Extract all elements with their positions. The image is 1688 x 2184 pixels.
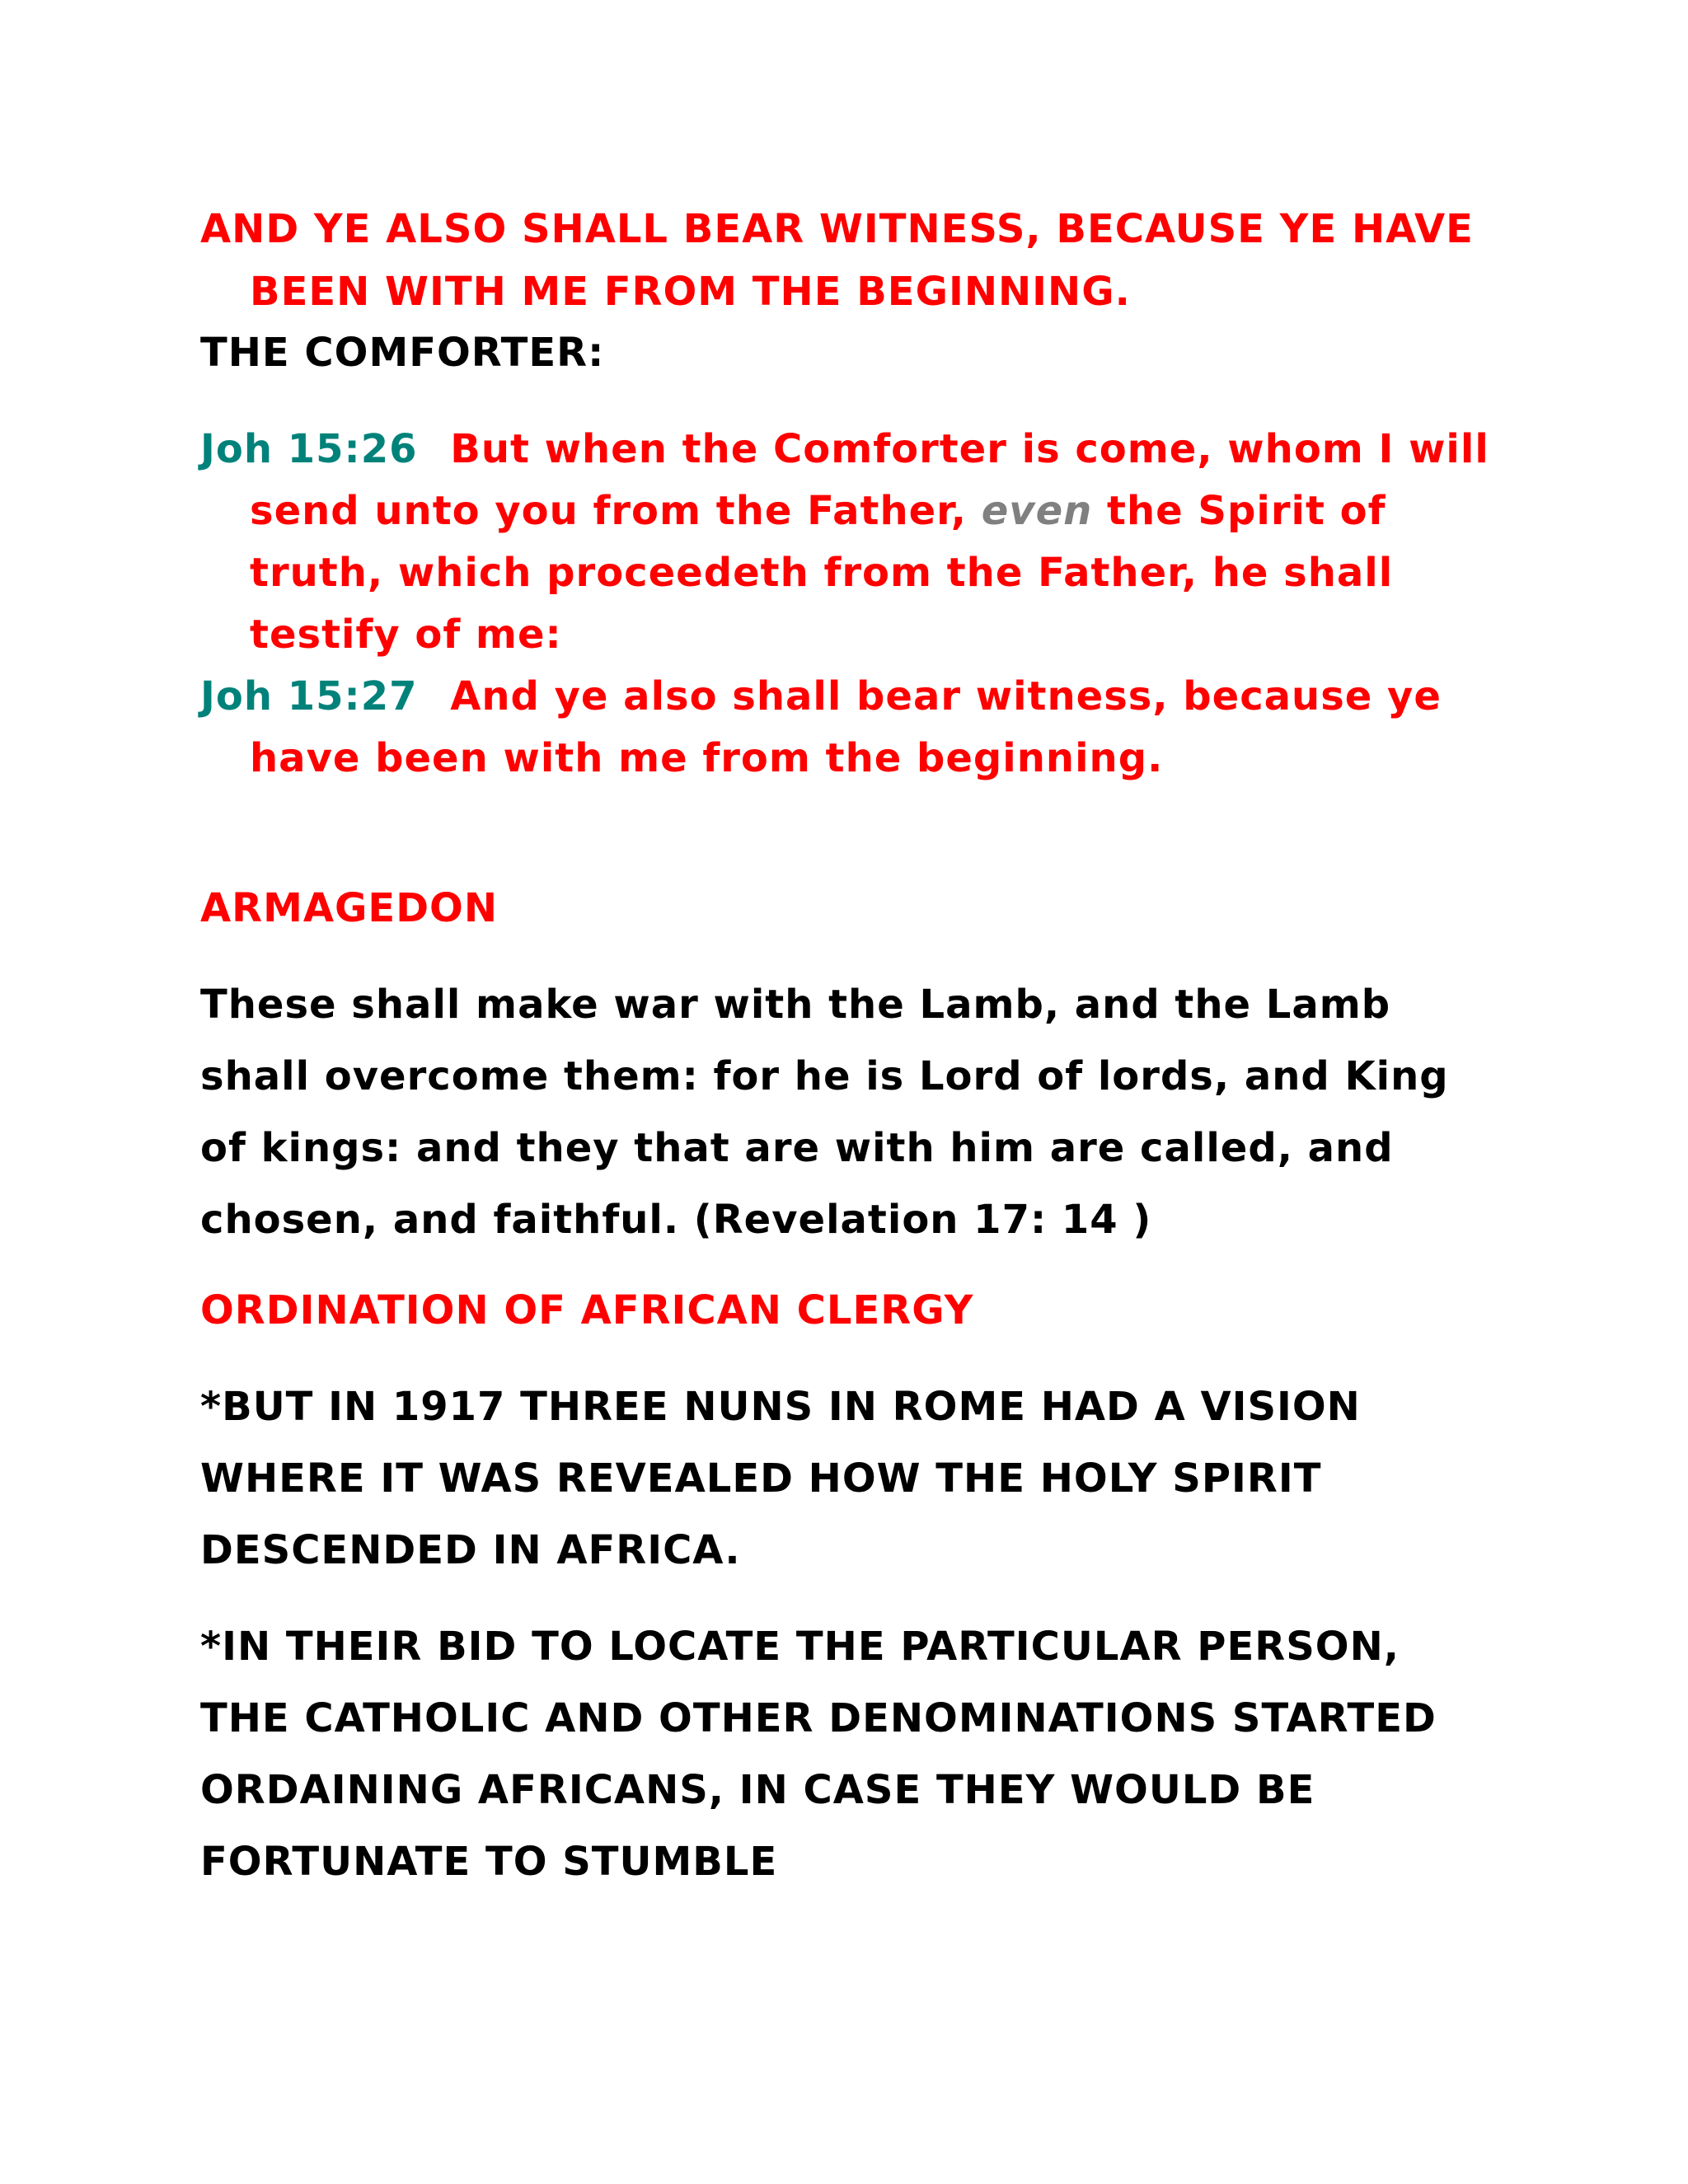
- verse-text: And ye also shall bear witness, because ye have been with me from the beginning.: [250, 673, 1442, 781]
- ordination-title: ORDINATION OF AFRICAN CLERGY: [200, 1287, 974, 1333]
- armagedon-title: ARMAGEDON: [200, 885, 499, 931]
- verse-reference: Joh 15:26: [200, 426, 418, 472]
- document-page: [200, 198, 1503, 1898]
- armagedon-text: These shall make war with the Lamb, and the Lamb shall overcome them: for he is Lord of lords, and King of kings: and they that are with him are called, and chosen, and faithful. (Revelation 17: 14 ): [200, 982, 1449, 1243]
- verse-reference: Joh 15:27: [200, 673, 418, 719]
- ordination-paragraph: *IN THEIR BID TO LOCATE THE PARTICULAR PERSON, THE CATHOLIC AND OTHER DENOMINATIONS STARTED ORDAINING AFRICANS, IN CASE THEY WOULD BE FORTUNATE TO STUMBLE: [200, 1624, 1437, 1885]
- heading-top: AND YE ALSO SHALL BEAR WITNESS, BECAUSE YE HAVE BEEN WITH ME FROM THE BEGINNING.: [200, 206, 1474, 315]
- verse-text: But when the Comforter is come, whom I will send unto you from the Father,: [250, 426, 1489, 534]
- ordination-paragraph: *BUT IN 1917 THREE NUNS IN ROME HAD A VISION WHERE IT WAS REVEALED HOW THE HOLY SPIRIT DESCENDED IN AFRICA.: [200, 1384, 1361, 1573]
- verse-joh-15-26: [200, 419, 1503, 666]
- verse-italic-word: even: [981, 488, 1093, 534]
- verse-joh-15-27: [200, 666, 1503, 790]
- comforter-label: THE COMFORTER:: [200, 330, 605, 376]
- verse-text: the Spirit of truth, which proceedeth from the Father, he shall testify of me:: [250, 488, 1394, 658]
